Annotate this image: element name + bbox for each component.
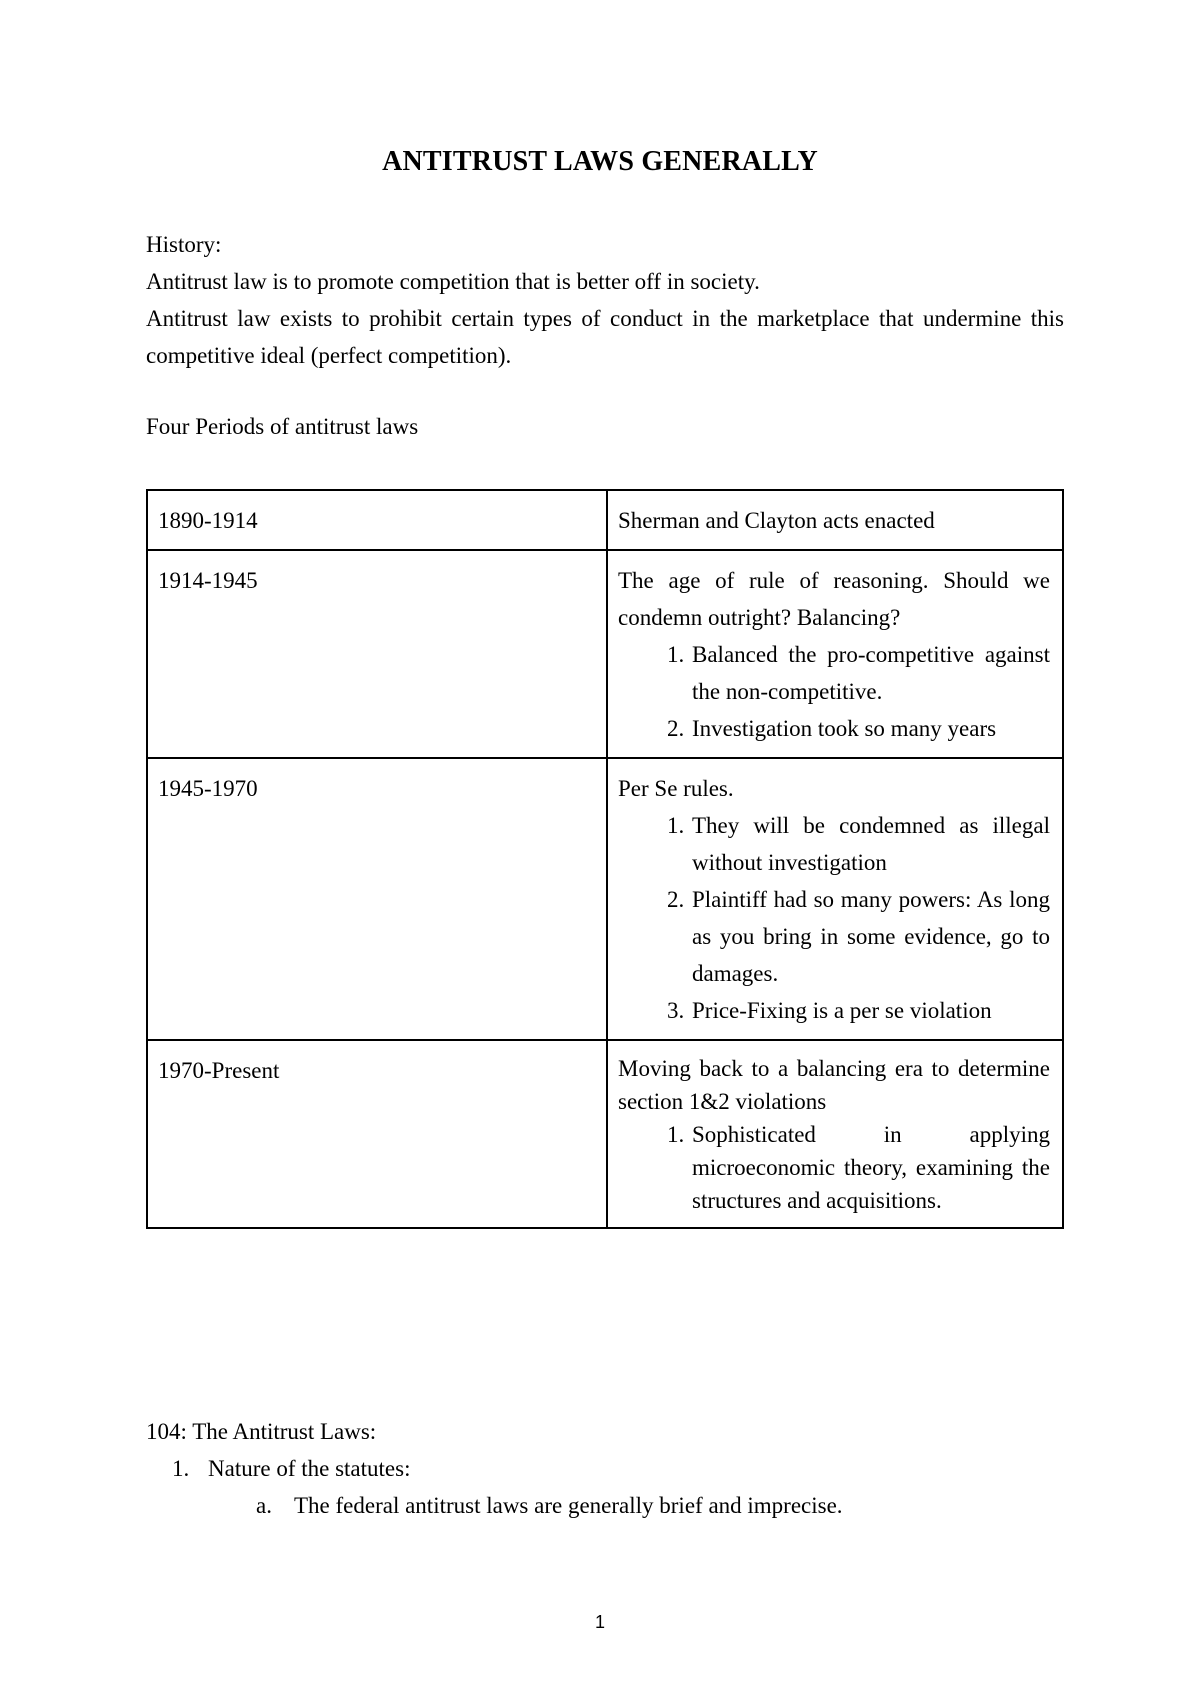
page-number: 1 — [594, 1612, 605, 1632]
intro-paragraph-2: Antitrust law exists to prohibit certain types of conduct in the marketplace that undermine this competitive ideal (perfect competition). — [146, 306, 1064, 368]
history-label: History: — [146, 232, 222, 257]
period-list — [618, 807, 1050, 1029]
periods-heading: Four Periods of antitrust laws — [146, 414, 419, 439]
periods-table — [146, 489, 1064, 1229]
table-row — [147, 550, 1063, 758]
table-row — [147, 1040, 1063, 1228]
list-item: 1. Sophisticated in applying microeconomic theory, examining the structures and acquisitions. — [690, 1118, 1050, 1217]
section-heading: 104: The Antitrust Laws: — [146, 1419, 377, 1444]
item-label: Nature of the statutes: — [208, 1456, 411, 1481]
section-104 — [146, 1413, 1064, 1524]
subitem-text: The federal antitrust laws are generally brief and imprecise. — [294, 1493, 843, 1518]
period-description — [607, 758, 1063, 1040]
list-item: 2. Plaintiff had so many powers: As long as you bring in some evidence, go to damages. — [690, 881, 1050, 992]
period-description — [607, 1040, 1063, 1228]
item-number: 1. — [172, 1456, 190, 1481]
section-subitem — [146, 1487, 1064, 1524]
table-row — [147, 758, 1063, 1040]
period-summary: The age of rule of reasoning. Should we condemn outright? Balancing? — [618, 568, 1050, 630]
section-item — [146, 1450, 1064, 1487]
list-item: 1. Balanced the pro-competitive against the non-competitive. — [690, 636, 1050, 710]
period-summary: Moving back to a balancing era to determine section 1&2 violations — [618, 1056, 1050, 1114]
period-years: 1914-1945 — [147, 550, 607, 758]
list-item: 1. They will be condemned as illegal without investigation — [690, 807, 1050, 881]
table-row — [147, 490, 1063, 550]
period-summary: Per Se rules. — [618, 776, 734, 801]
period-list — [618, 1118, 1050, 1217]
list-item: 3. Price-Fixing is a per se violation — [690, 992, 1050, 1029]
subitem-letter: a. — [256, 1493, 272, 1518]
period-years: 1945-1970 — [147, 758, 607, 1040]
period-summary: Sherman and Clayton acts enacted — [618, 508, 935, 533]
period-description — [607, 550, 1063, 758]
period-list — [618, 636, 1050, 747]
period-years: 1890-1914 — [147, 490, 607, 550]
document-title: ANTITRUST LAWS GENERALLY — [382, 146, 818, 177]
list-item: 2. Investigation took so many years — [690, 710, 1050, 747]
intro-section — [146, 226, 1064, 374]
period-years: 1970-Present — [147, 1040, 607, 1228]
intro-paragraph-1: Antitrust law is to promote competition that is better off in society. — [146, 269, 760, 294]
period-description — [607, 490, 1063, 550]
